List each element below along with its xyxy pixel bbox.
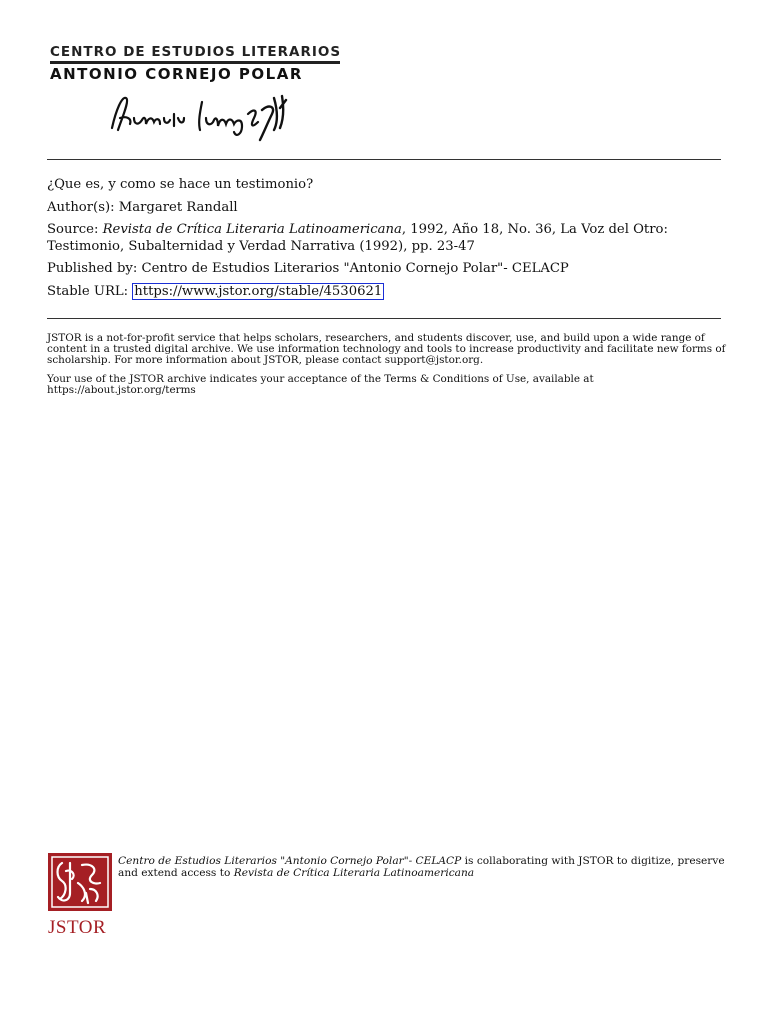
logo-line-1: CENTRO DE ESTUDIOS LITERARIOS xyxy=(50,44,340,64)
collab-text: is collaborating with JSTOR to digitize, preserve and extend access to xyxy=(118,855,725,879)
bottom-divider xyxy=(47,318,721,319)
collaboration-notice xyxy=(118,855,728,879)
jstor-wordmark: JSTOR xyxy=(48,917,107,938)
source-details: , 1992, Año 18, No. 36, La Voz del Otro: Testimonio, Subalternidad y Verdad Narrativa (1992), pp. 23-47 xyxy=(47,222,668,254)
publisher-line xyxy=(47,261,727,278)
logo-line-2: ANTONIO CORNEJO POLAR xyxy=(50,65,303,83)
publisher-logo xyxy=(50,44,340,83)
jstor-logo xyxy=(48,853,114,938)
stable-url-link[interactable]: https://www.jstor.org/stable/4530621 xyxy=(134,283,383,299)
article-metadata xyxy=(47,177,727,306)
author-line xyxy=(47,200,727,217)
jstor-emblem-icon xyxy=(48,853,112,911)
article-title: ¿Que es, y como se hace un testimonio? xyxy=(47,177,314,192)
stable-url-label: Stable URL: xyxy=(47,283,133,299)
source-label: Source: xyxy=(47,222,103,237)
collab-org: Centro de Estudios Literarios "Antonio Cornejo Polar"- CELACP xyxy=(118,855,462,867)
terms-notice: Your use of the JSTOR archive indicates your acceptance of the Terms & Conditions of Use, available at https://about.jstor.org/terms xyxy=(47,373,594,396)
source-line xyxy=(47,222,727,255)
collab-journal: Revista de Crítica Literaria Latinoamericana xyxy=(233,867,475,879)
publisher-name: Centro de Estudios Literarios "Antonio Cornejo Polar"- CELACP xyxy=(141,261,569,276)
author-label: Author(s): xyxy=(47,199,119,215)
terms-of-use xyxy=(47,333,727,404)
author-name: Margaret Randall xyxy=(118,199,238,215)
top-divider xyxy=(47,159,721,160)
published-label: Published by: xyxy=(47,261,142,276)
stable-url-line xyxy=(47,284,727,301)
source-journal: Revista de Crítica Literaria Latinoamericana xyxy=(102,222,402,237)
jstor-description: JSTOR is a not-for-profit service that helps scholars, researchers, and students discover, use, and build upon a wide range of content in a trusted digital archive. We use information technology and tools to increase productivity and facilitate new forms of scholarship. For more information about JSTOR, please contact support@jstor.org. xyxy=(47,332,726,366)
handwritten-signature xyxy=(108,88,298,146)
